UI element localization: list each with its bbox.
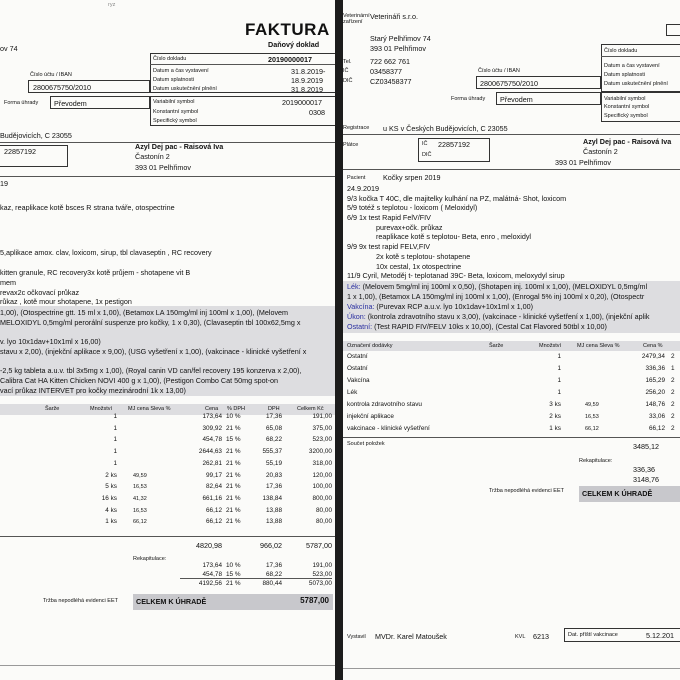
vet-ic: 03458377 bbox=[370, 67, 402, 76]
row-total: 3200,00 bbox=[308, 448, 332, 456]
note-line: 6/9 1x test Rapid FelV/FIV bbox=[347, 213, 431, 222]
recap-row bbox=[0, 580, 335, 589]
payment-method-label: Forma úhrady bbox=[4, 100, 39, 106]
row-price: 99,17 bbox=[206, 471, 222, 479]
row-vat-fragment: 2 bbox=[671, 425, 675, 432]
constant-symbol: 0308 bbox=[309, 108, 325, 117]
row-item-name: Ostatní bbox=[347, 365, 368, 372]
row-quantity: 1 ks bbox=[549, 425, 561, 432]
col-price: Cena bbox=[205, 406, 219, 412]
row-quantity: 3 ks bbox=[549, 401, 561, 408]
note-line: revax2c očkovací průkaz bbox=[0, 288, 80, 297]
row-price: 336,36 bbox=[645, 365, 665, 372]
doc-number-label: Číslo dokladu bbox=[153, 56, 187, 62]
note-line: 5/9 totéž s teplotou - loxicom ( Meloxidyl) bbox=[347, 203, 478, 212]
table-row bbox=[343, 413, 680, 424]
client-street: Častonín 2 bbox=[583, 147, 618, 156]
next-vaccination-label: Dat. příští vakcinace bbox=[568, 632, 618, 638]
note-line: růkaz , kotě mour shotapene, 1x pestigon bbox=[0, 297, 132, 306]
summary-line: MELOXIDYL 0,5mg/ml perorální suspenze pro kočky, 1 x 0,30), (Clavaseptin tbl 100x62,5mg x bbox=[0, 318, 301, 327]
table-row bbox=[0, 495, 335, 506]
specific-symbol-label: Specifický symbol bbox=[604, 113, 648, 119]
table-row bbox=[0, 436, 335, 447]
tax-date-label: Datum uskutečnění plnění bbox=[604, 81, 668, 87]
tax-date-label: Datum uskutečnění plnění bbox=[153, 86, 217, 92]
total-due-label: CELKEM K ÚHRADĚ bbox=[582, 489, 653, 498]
col-quantity: Množství bbox=[90, 406, 113, 412]
patient-label: Pacient bbox=[347, 175, 366, 181]
row-price: 66,12 bbox=[649, 425, 665, 432]
row-unit-price: 49,59 bbox=[585, 402, 599, 408]
row-price: 309,92 bbox=[202, 424, 222, 432]
note-line: 11/9 Cyril, Metoděj t- teplotanad 39C- Beta, loxicom, meloxydyl sirup bbox=[347, 271, 565, 280]
summary-line bbox=[347, 282, 647, 291]
col-vat-rate: % DPH bbox=[227, 406, 246, 412]
vet-dic: CZ03458377 bbox=[370, 77, 412, 86]
col-batch: Šarže bbox=[489, 343, 504, 349]
recap-vat: 68,22 bbox=[266, 571, 282, 578]
variable-symbol-label: Variabilní symbol bbox=[153, 99, 195, 105]
table-row bbox=[343, 425, 680, 436]
row-vat-fragment: 1 bbox=[671, 365, 675, 372]
row-unit-price: 16,53 bbox=[133, 484, 147, 491]
row-total: 100,00 bbox=[312, 483, 332, 491]
row-vat-rate: 15 % bbox=[226, 436, 241, 444]
row-total: 523,00 bbox=[312, 436, 332, 444]
row-vat: 17,36 bbox=[266, 413, 282, 420]
row-quantity: 16 ks bbox=[101, 494, 117, 502]
row-price: 165,29 bbox=[645, 377, 665, 384]
row-item-name: injekční aplikace bbox=[347, 413, 394, 420]
col-price: Cena % bbox=[643, 343, 663, 349]
row-item-name: vakcinace - klinické vyšetření bbox=[347, 425, 430, 432]
summary-line bbox=[347, 322, 607, 331]
recap-vat: 880,44 bbox=[262, 580, 282, 587]
col-unit-price: MJ cena Sleva % bbox=[577, 343, 620, 349]
row-vat-rate: 10 % bbox=[226, 413, 241, 420]
row-vat-rate: 21 % bbox=[226, 424, 241, 432]
row-price: 66,12 bbox=[206, 518, 222, 526]
row-total: 120,00 bbox=[312, 471, 332, 479]
vet-street: Starý Pelhřimov 74 bbox=[370, 34, 431, 43]
note-line: kitten granule, RC recovery3x kotě průjem - shotapene vit B bbox=[0, 268, 191, 277]
row-vat: 68,22 bbox=[266, 436, 282, 444]
row-quantity: 1 bbox=[113, 424, 117, 432]
table-row bbox=[0, 507, 335, 518]
due-date-label: Datum splatnosti bbox=[153, 77, 194, 83]
sum-vat: 966,02 bbox=[260, 541, 282, 550]
note-line: 2x kotě s teplotou- shotapene bbox=[376, 252, 471, 261]
table-row bbox=[0, 483, 335, 494]
row-vat-fragment: 2 bbox=[671, 353, 675, 360]
summary-text: (Test RAPID FIV/FELV 10ks x 10,00), (Cestal Cat Flavored 50tbl x 10,00) bbox=[372, 322, 607, 331]
row-vat-fragment: 2 bbox=[671, 377, 675, 384]
table-header-bar bbox=[343, 341, 680, 351]
payer-ic: 22857192 bbox=[438, 140, 470, 149]
payment-method-box bbox=[496, 92, 601, 105]
constant-symbol-label: Konstantní symbol bbox=[604, 104, 650, 110]
summary-line: Calibra Cat HA Kitten Chicken NOVI 400 g x 1,00), (Pestigon Combo Cat 50mg spot-on bbox=[0, 376, 279, 385]
iban-box bbox=[476, 76, 601, 89]
row-quantity: 2 ks bbox=[549, 413, 561, 420]
variable-symbol: 2019000017 bbox=[282, 98, 322, 107]
row-vat-rate: 21 % bbox=[226, 448, 241, 456]
row-unit-price: 16,53 bbox=[585, 414, 599, 420]
recap-total: 191,00 bbox=[312, 562, 332, 569]
total-due-value: 5787,00 bbox=[300, 596, 329, 605]
table-row bbox=[0, 448, 335, 459]
recap-vat-rate: 10 % bbox=[226, 562, 241, 569]
row-total: 800,00 bbox=[312, 494, 332, 502]
kvl-number: 6213 bbox=[533, 632, 549, 641]
row-quantity: 1 bbox=[113, 459, 117, 467]
summary-category: Ostatní: bbox=[347, 322, 373, 331]
recap-vat: 17,36 bbox=[266, 562, 282, 569]
client-name: Azyl Dej pac - Raisová Iva bbox=[583, 137, 672, 146]
vet-phone: 722 662 761 bbox=[370, 57, 410, 66]
next-vaccination-date: 5.12.201 bbox=[646, 631, 674, 640]
recap-price: 173,64 bbox=[202, 562, 222, 569]
table-row bbox=[343, 377, 680, 388]
recap-value: 3148,76 bbox=[633, 475, 659, 484]
summary-text: (Purevax RCP a.u.v. lyo 10x1dav+10x1ml x 1,00) bbox=[374, 302, 533, 311]
payment-method: Převodem bbox=[500, 95, 533, 104]
supplier-street: ov 74 bbox=[0, 44, 18, 53]
row-unit-price: 41,32 bbox=[133, 495, 147, 502]
row-unit-price: 66,12 bbox=[585, 426, 599, 432]
row-unit-price: 16,53 bbox=[133, 507, 147, 514]
row-vat-fragment: 2 bbox=[671, 389, 675, 396]
client-city: 393 01 Pelhřimov bbox=[135, 163, 191, 172]
row-price: 661,16 bbox=[202, 494, 222, 502]
tax-date: 31.8.2019 bbox=[291, 85, 323, 94]
summary-text: 1 x 1,00), (Betamox LA 150mg/ml inj 100ml x 1,00), (Enrogal 5% inj 100ml x 0,20), (Otospectr bbox=[347, 292, 645, 301]
ic-label: IČ bbox=[343, 68, 349, 74]
note-line: 9/9 9x test rapid FELV,FIV bbox=[347, 242, 431, 251]
registration: u KS v Českých Budějovicích, C 23055 bbox=[383, 124, 508, 133]
note-line: 24.9.2019 bbox=[347, 184, 379, 193]
summary-text: (Melovem 5mg/ml inj 100ml x 0,50), (Shotapen inj. 100ml x 1,00), (MELOXIDYL 0,5mg/ml bbox=[360, 282, 648, 291]
row-quantity: 2 ks bbox=[105, 471, 117, 479]
top-fragment: ryz bbox=[108, 2, 116, 8]
summary-category: Lék: bbox=[347, 282, 361, 291]
iban-value: 2800675750/2010 bbox=[480, 79, 538, 88]
client-city: 393 01 Pelhřimov bbox=[555, 158, 611, 167]
row-vat: 55,19 bbox=[266, 459, 282, 467]
constant-symbol-label: Konstantní symbol bbox=[153, 109, 199, 115]
client-ic: 22857192 bbox=[4, 147, 36, 156]
specific-symbol-label: Specifický symbol bbox=[153, 118, 197, 124]
due-date: 18.9.2019 bbox=[291, 76, 323, 85]
iban-label: Číslo účtu / IBAN bbox=[30, 72, 72, 78]
col-quantity: Množství bbox=[539, 343, 562, 349]
row-item-name: Vakcína bbox=[347, 377, 370, 384]
payer-dic-label: DIČ bbox=[422, 152, 432, 158]
row-price: 2479,34 bbox=[641, 353, 665, 360]
recap-price: 4192,56 bbox=[198, 580, 222, 587]
issue-date-label: Datum a čas vystavení bbox=[153, 68, 209, 74]
row-vat-rate: 21 % bbox=[226, 494, 241, 502]
doc-number-label: Číslo dokladu bbox=[604, 48, 638, 54]
row-quantity: 4 ks bbox=[105, 506, 117, 514]
eet-note: Tržba nepodléhá evidenci EET bbox=[489, 488, 565, 494]
issued-by-label: Vystavil bbox=[347, 634, 366, 640]
items-sum-label: Součet položek bbox=[347, 441, 385, 447]
col-vat: DPH bbox=[268, 406, 280, 412]
row-total: 318,00 bbox=[312, 459, 332, 467]
table-row bbox=[0, 460, 335, 471]
row-item-name: kontrola zdravotního stavu bbox=[347, 401, 422, 408]
summary-line: -2,5 kg tableta a.u.v. tbl 3x5mg x 1,00), (Royal canin VD can/fel recovery 195 konzerva x 2,00), bbox=[0, 366, 302, 375]
row-vat-rate: 21 % bbox=[226, 518, 241, 526]
row-vat: 20,83 bbox=[266, 471, 282, 479]
payment-method: Převodem bbox=[54, 99, 87, 108]
row-quantity: 1 bbox=[113, 448, 117, 456]
row-unit-price: 66,12 bbox=[133, 519, 147, 526]
row-total: 80,00 bbox=[316, 518, 332, 526]
iban-label: Číslo účtu / IBAN bbox=[478, 68, 520, 74]
row-price: 2644,63 bbox=[198, 448, 222, 456]
row-price: 262,81 bbox=[202, 459, 222, 467]
table-row bbox=[343, 389, 680, 400]
row-quantity: 1 ks bbox=[105, 518, 117, 526]
recap-label: Rekapitulace: bbox=[579, 458, 613, 464]
recap-row bbox=[0, 562, 335, 571]
recap-vat-rate: 21 % bbox=[226, 580, 241, 587]
summary-line: vací průkaz INTERVET pro kočky mezinárodní 1k x 13,00) bbox=[0, 386, 186, 395]
eet-note: Tržba nepodléhá evidenci EET bbox=[43, 598, 119, 604]
issue-date: 31.8.2019- bbox=[291, 67, 326, 76]
table-row bbox=[343, 365, 680, 376]
doc-number: 20190000017 bbox=[268, 55, 312, 64]
table-row bbox=[343, 401, 680, 412]
note-line: mem bbox=[0, 278, 16, 287]
recap-value: 336,36 bbox=[633, 465, 655, 474]
patient-fragment: 19 bbox=[0, 179, 8, 188]
row-price: 33,06 bbox=[649, 413, 665, 420]
client-name: Azyl Dej pac - Raisová Iva bbox=[135, 142, 224, 151]
row-quantity: 1 bbox=[557, 389, 561, 396]
summary-text: (kontrola zdravotního stavu x 3,00), (vakcinace - klinické vyšetření x 1,00), (injekční aplik bbox=[365, 312, 650, 321]
row-total: 191,00 bbox=[312, 413, 332, 420]
col-unit-price: MJ cena Sleva % bbox=[128, 406, 171, 412]
note-line: 10x cestal, 1x otospectrine bbox=[376, 262, 462, 271]
row-price: 82,64 bbox=[206, 483, 222, 491]
recap-total: 5073,00 bbox=[308, 580, 332, 587]
summary-category: Vakcína: bbox=[347, 302, 375, 311]
invoice-page-right bbox=[343, 0, 680, 680]
summary-line bbox=[347, 312, 649, 321]
col-batch: Šarže bbox=[45, 406, 60, 412]
row-vat: 13,88 bbox=[266, 506, 282, 514]
row-quantity: 1 bbox=[557, 377, 561, 384]
row-quantity: 1 bbox=[113, 413, 117, 420]
recap-total: 523,00 bbox=[312, 571, 332, 578]
row-quantity: 5 ks bbox=[105, 483, 117, 491]
row-price: 256,20 bbox=[645, 389, 665, 396]
row-quantity: 1 bbox=[557, 353, 561, 360]
summary-line bbox=[347, 302, 533, 311]
items-sum: 3485,12 bbox=[633, 442, 659, 451]
sum-total: 5787,00 bbox=[306, 541, 332, 550]
registration-label: Registrace bbox=[343, 125, 370, 131]
vet-city: 393 01 Pelhřimov bbox=[370, 44, 426, 53]
issue-date-label: Datum a čas vystavení bbox=[604, 63, 660, 69]
row-vat-rate: 21 % bbox=[226, 471, 241, 479]
table-row bbox=[0, 425, 335, 436]
patient-name: Kočky srpen 2019 bbox=[383, 173, 441, 182]
vet-name: Veterináři s.r.o. bbox=[370, 12, 418, 21]
col-item: Označení dodávky bbox=[347, 343, 393, 349]
payment-method-box bbox=[50, 96, 150, 109]
row-vat-rate: 21 % bbox=[226, 506, 241, 514]
note-line: 5,aplikace amox. clav, loxicom, sirup, tbl clavaseptin , RC recovery bbox=[0, 248, 212, 257]
row-vat-rate: 21 % bbox=[226, 483, 241, 491]
issued-by: MVDr. Karel Matoušek bbox=[375, 632, 447, 641]
row-item-name: Ostatní bbox=[347, 353, 368, 360]
total-due-label: CELKEM K ÚHRADĚ bbox=[136, 597, 207, 606]
row-price: 454,78 bbox=[202, 436, 222, 444]
payment-method-label: Forma úhrady bbox=[451, 96, 486, 102]
row-vat: 65,08 bbox=[266, 424, 282, 432]
row-total: 375,00 bbox=[312, 424, 332, 432]
row-price: 66,12 bbox=[206, 506, 222, 514]
invoice-subtitle: Daňový doklad bbox=[268, 40, 320, 49]
row-vat: 555,37 bbox=[262, 448, 282, 456]
row-price: 148,76 bbox=[645, 401, 665, 408]
payer-label: Plátce bbox=[343, 142, 359, 148]
row-vat-rate: 21 % bbox=[226, 459, 241, 467]
note-line: kaz, reaplikace kotě bsces R strana tváře, otospectrine bbox=[0, 203, 175, 212]
kvl-label: KVL bbox=[515, 634, 526, 640]
tel-label: Tel. bbox=[343, 59, 352, 65]
iban-value: 2800675750/2010 bbox=[33, 83, 91, 92]
recap-vat-rate: 15 % bbox=[226, 571, 241, 578]
row-quantity: 1 bbox=[557, 365, 561, 372]
row-unit-price: 49,59 bbox=[133, 472, 147, 479]
summary-line: stavu x 2,00), (injekční aplikace x 9,00), (USG vyšetření x 1,00), (vakcinace - klinické vyšetření x bbox=[0, 347, 307, 356]
col-total: Celkem Kč bbox=[297, 406, 324, 412]
row-vat: 17,36 bbox=[266, 483, 282, 491]
iban-box bbox=[28, 80, 150, 93]
table-row bbox=[0, 472, 335, 483]
dic-label: DIČ bbox=[343, 78, 353, 84]
sum-price: 4820,98 bbox=[196, 541, 222, 550]
summary-line: v. lyo 10x1dav+10x1ml x 16,00) bbox=[0, 337, 101, 346]
table-row bbox=[0, 518, 335, 529]
row-item-name: Lék bbox=[347, 389, 358, 396]
summary-line: 1,00), (Otospectrine gtt. 15 ml x 1,00), (Betamox LA 150mg/ml inj 100ml x 1,00), (Melovem bbox=[0, 308, 289, 317]
payer-ic-label: IČ bbox=[422, 141, 428, 147]
note-line: purevax+očk. průkaz bbox=[376, 223, 443, 232]
vet-facility-label: Veterinární zařízení bbox=[343, 13, 370, 25]
row-vat-fragment: 2 bbox=[671, 401, 675, 408]
doc-corner-box bbox=[666, 24, 680, 36]
table-row bbox=[343, 353, 680, 364]
table-row bbox=[0, 413, 335, 424]
row-vat: 138,84 bbox=[262, 494, 282, 502]
summary-category: Úkon: bbox=[347, 312, 366, 321]
note-line: reaplikace kotě s teplotou- Beta, enro , meloxidyl bbox=[376, 232, 532, 241]
due-date-label: Datum splatnosti bbox=[604, 72, 645, 78]
invoice-title: FAKTURA bbox=[245, 20, 330, 39]
client-street: Častonín 2 bbox=[135, 152, 170, 161]
recap-price: 454,78 bbox=[202, 571, 222, 578]
invoice-page-left bbox=[0, 0, 335, 680]
total-due-bar bbox=[579, 486, 680, 502]
variable-symbol-label: Variabilní symbol bbox=[604, 96, 646, 102]
note-line: 9/3 kočka T 40C, dle majitelky kulhání na PZ, malátná- Shot, loxicom bbox=[347, 194, 567, 203]
registration: Budějovicích, C 23055 bbox=[0, 131, 72, 140]
recap-label: Rekapitulace: bbox=[133, 556, 167, 562]
total-due-bar bbox=[133, 594, 333, 610]
row-vat-fragment: 2 bbox=[671, 413, 675, 420]
row-price: 173,64 bbox=[202, 413, 222, 420]
summary-line bbox=[347, 292, 644, 301]
row-total: 80,00 bbox=[316, 506, 332, 514]
row-vat: 13,88 bbox=[266, 518, 282, 526]
row-quantity: 1 bbox=[113, 436, 117, 444]
